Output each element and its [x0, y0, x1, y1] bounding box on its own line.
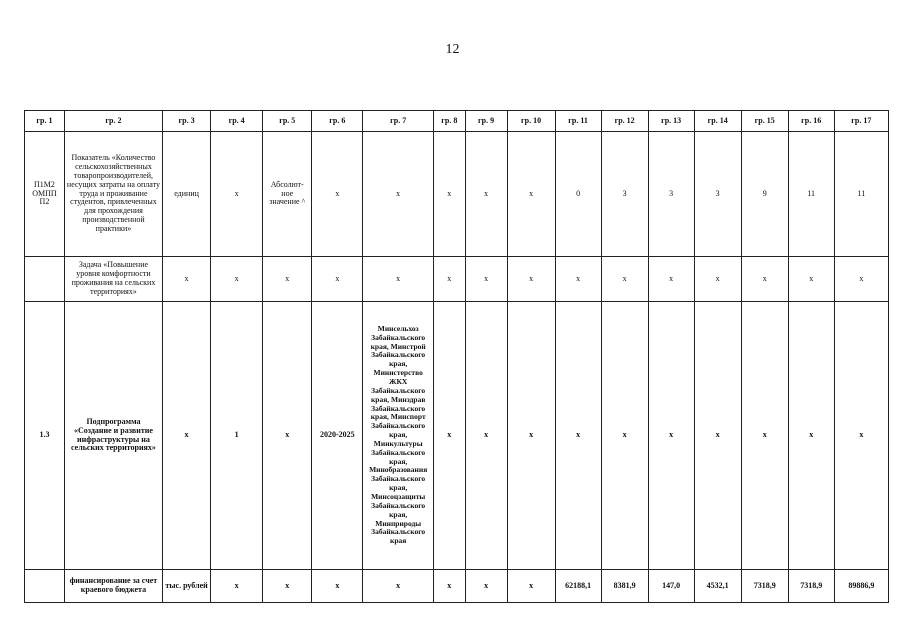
table-cell: х [163, 302, 211, 570]
table-cell: 7318,9 [788, 570, 834, 603]
table-cell: х [465, 302, 507, 570]
table-cell: х [433, 257, 465, 302]
table-cell: х [312, 257, 363, 302]
responsible-agencies-cell: Минсельхоз Забайкальского края, Минстрой Забайкальского края, Министерство ЖКХ Забайкальского края, Минздрав Забайкальского края, Минспорт Забайкальского края, Минкультуры Забайкальского края, Минобразования Забайкальского края, Минсоцзащиты Забайкальского края, Минприроды Забайкальского края [363, 302, 434, 570]
table-row-task [25, 257, 889, 302]
table-cell: х [788, 257, 834, 302]
table-cell: 89886,9 [834, 570, 888, 603]
table-cell: 62188,1 [555, 570, 601, 603]
table-cell: х [465, 257, 507, 302]
table-cell: х [363, 257, 434, 302]
column-header: гр. 6 [312, 111, 363, 132]
column-header: гр. 9 [465, 111, 507, 132]
table-cell: финансирование за счет краевого бюджета [64, 570, 162, 603]
table-cell [25, 570, 65, 603]
table-cell: х [263, 302, 312, 570]
header-row [25, 111, 889, 132]
table-cell: Подпрограмма «Создание и развитие инфраструктуры на сельских территориях» [64, 302, 162, 570]
table-cell: 1 [211, 302, 263, 570]
table-cell: х [507, 302, 555, 570]
column-header: гр. 17 [834, 111, 888, 132]
table-cell: х [601, 302, 648, 570]
table-cell: П1М2 ОМПП П2 [25, 132, 65, 257]
column-header: гр. 5 [263, 111, 312, 132]
table-cell: 147,0 [648, 570, 694, 603]
table-cell: тыс. рублей [163, 570, 211, 603]
table-cell: х [741, 302, 788, 570]
indicator-table [24, 110, 889, 603]
table-cell: 3 [601, 132, 648, 257]
page-number: 12 [445, 42, 460, 57]
table-cell: 3 [694, 132, 741, 257]
table-cell: х [363, 132, 434, 257]
table-cell: х [465, 132, 507, 257]
column-header: гр. 13 [648, 111, 694, 132]
column-header: гр. 14 [694, 111, 741, 132]
table-cell: х [788, 302, 834, 570]
table-cell: х [834, 257, 888, 302]
column-header: гр. 2 [64, 111, 162, 132]
table-cell: х [694, 257, 741, 302]
table-cell: Абсолют-ное значение ^ [263, 132, 312, 257]
table-cell: х [263, 570, 312, 603]
table-cell: х [163, 257, 211, 302]
table-row-subprogram [25, 302, 889, 570]
table-cell: 8381,9 [601, 570, 648, 603]
table-cell: х [263, 257, 312, 302]
table-cell: 7318,9 [741, 570, 788, 603]
table-cell [25, 257, 65, 302]
table-cell: 2020-2025 [312, 302, 363, 570]
table-cell: х [312, 132, 363, 257]
table-cell: х [507, 132, 555, 257]
table-cell: 11 [788, 132, 834, 257]
table-cell: х [834, 302, 888, 570]
column-header: гр. 12 [601, 111, 648, 132]
table-cell: 3 [648, 132, 694, 257]
table-row-financing [25, 570, 889, 603]
table-cell: х [211, 132, 263, 257]
column-header: гр. 3 [163, 111, 211, 132]
table-cell: единиц [163, 132, 211, 257]
table-cell: х [555, 302, 601, 570]
table-cell: 11 [834, 132, 888, 257]
table-cell: х [741, 257, 788, 302]
table-cell: х [555, 257, 601, 302]
table-cell: х [465, 570, 507, 603]
table-cell: Показатель «Количество сельскохозяйственных товаропроизводителей, несущих затраты на оплату труда и проживание студентов, привлеченных для прохождения производственной практики» [64, 132, 162, 257]
column-header: гр. 1 [25, 111, 65, 132]
column-header: гр. 16 [788, 111, 834, 132]
table-cell: х [211, 570, 263, 603]
table-cell: х [363, 570, 434, 603]
table-row-indicator [25, 132, 889, 257]
table-cell: х [433, 570, 465, 603]
table-cell: х [312, 570, 363, 603]
table-cell: 0 [555, 132, 601, 257]
table-cell: х [694, 302, 741, 570]
column-header: гр. 11 [555, 111, 601, 132]
table-cell: х [507, 570, 555, 603]
table-cell: х [648, 302, 694, 570]
table-cell: х [507, 257, 555, 302]
table-cell: Задача «Повышение уровня комфортности проживания на сельских территориях» [64, 257, 162, 302]
column-header: гр. 15 [741, 111, 788, 132]
table-cell: х [433, 132, 465, 257]
column-header: гр. 4 [211, 111, 263, 132]
table-cell: 4532,1 [694, 570, 741, 603]
table-cell: х [648, 257, 694, 302]
table-cell: х [211, 257, 263, 302]
column-header: гр. 10 [507, 111, 555, 132]
table-cell: х [433, 302, 465, 570]
table-cell: 1.3 [25, 302, 65, 570]
table-cell: 9 [741, 132, 788, 257]
table-cell: х [601, 257, 648, 302]
column-header: гр. 8 [433, 111, 465, 132]
column-header: гр. 7 [363, 111, 434, 132]
